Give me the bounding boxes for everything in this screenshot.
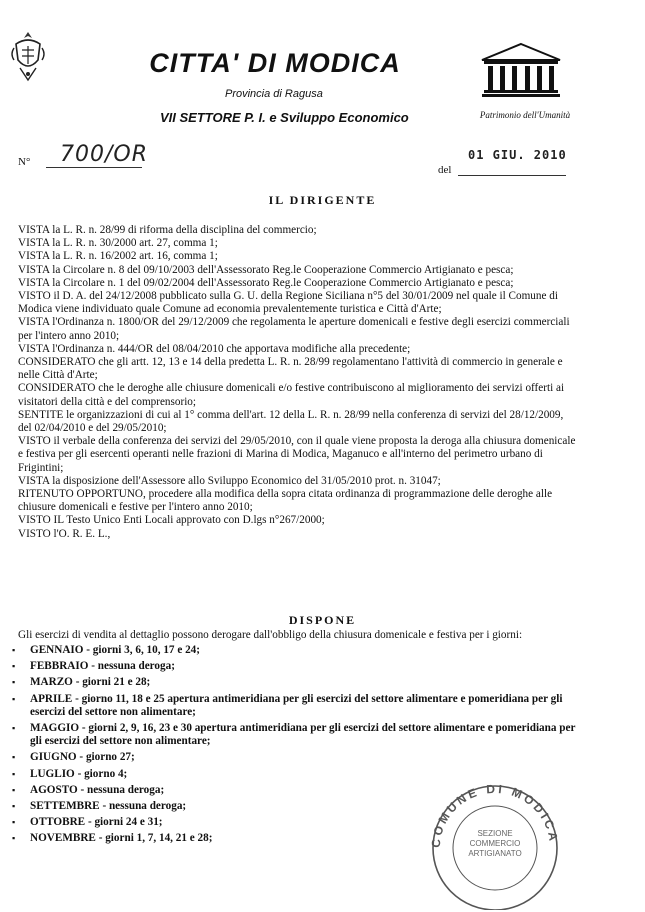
preamble-line: CONSIDERATO che gli artt. 12, 13 e 14 della predetta L. R. n. 28/99 regolamentano l'attività di commercio in generale e nelle Città d'Arte; [18,356,563,382]
seal-inner-word: COMMERCIO [469,839,521,848]
preamble-line: VISTO il verbale della conferenza dei servizi del 29/05/2010, con il quale viene proposta la deroga alla chiusura domenicale e festiva per gli esercenti operanti nelle frazioni di Marina di Modica, Maganuco e all'interno del perimetro urbano di Frigintini; [18,435,576,474]
preamble-line: VISTA l'Ordinanza n. 444/OR del 08/04/2010 che apportava modifiche alla precedente; [18,342,411,355]
number-underline [46,167,142,168]
month-name: MARZO [30,676,73,689]
number-label: N° [18,156,31,168]
preamble-line: SENTITE le organizzazioni di cui al 1° comma dell'art. 12 della L. R. n. 28/99 nella conferenza di servizi del 28/12/2009, del 02/04/2010 e del 29/05/2010; [18,408,564,435]
bullet-icon: ▪ [12,768,16,779]
section-heading-dirigente: IL DIRIGENTE [268,193,377,207]
month-detail: - giorni 24 e 31; [85,816,163,829]
preamble-line: VISTA l'Ordinanza n. 1800/OR del 29/12/2009 che regolamenta le aperture domenicali e festive degli esercizi commerciali per l'intero anno 2010; [18,316,570,342]
bullet-icon: ▪ [12,723,16,734]
bullet-icon: ▪ [12,661,16,672]
seal-ring-text: COMUNE DI MODICA [428,781,562,849]
preamble-line: VISTA la Circolare n. 8 del 09/10/2003 dell'Assessorato Reg.le Cooperazione Commercio Artigianato e pesca; [18,263,514,276]
preamble-line: VISTA la L. R. n. 28/99 di riforma della disciplina del commercio; [18,224,317,236]
bullet-icon: ▪ [12,801,16,812]
unesco-caption: Patrimonio dell'Umanità [479,110,571,120]
month-detail: - giorni 1, 7, 14, 21 e 28; [95,832,213,845]
preamble-line: VISTA la disposizione dell'Assessore allo Sviluppo Economico del 31/05/2010 prot. n. 31047; [18,474,441,487]
month-detail: - giorno 4; [74,767,128,780]
preamble-line: VISTA la L. R. n. 16/2002 art. 16, comma 1; [18,250,218,263]
date-underline [458,175,566,176]
month-item [10,751,580,764]
unesco-logo [480,42,562,98]
preamble-line: VISTO IL Testo Unico Enti Locali approvato con D.lgs n°267/2000; [18,514,325,527]
month-item [10,722,580,748]
month-name: FEBBRAIO [30,660,89,673]
bullet-icon: ▪ [12,833,16,844]
month-item [10,676,580,689]
month-detail: - giorni 3, 6, 10, 17 e 24; [83,644,200,656]
bullet-icon: ▪ [12,784,16,795]
dispone-intro: Gli esercizi di vendita al dettaglio possono derogare dall'obbligo della chiusura domenicale e festiva per i giorni: [18,629,523,641]
preamble-line: VISTA la L. R. n. 30/2000 art. 27, comma 1; [18,237,218,250]
month-detail: - nessuna deroga; [99,800,187,813]
month-detail: - nessuna deroga; [88,660,175,673]
month-name: AGOSTO [30,783,78,796]
month-name: MAGGIO [30,722,80,735]
preamble-line: VISTO il D. A. del 24/12/2008 pubblicato sulla G. U. della Regione Siciliana n°5 del 30/01/2009 nel quale il Comune di Modica viene individuato quale Comune ad economia prevalentemente turistica e Città d'Arte; [18,290,558,316]
section-heading-dispone: DISPONE [288,613,357,627]
month-detail: - giorni 21 e 28; [72,676,151,689]
month-detail: - giorno 27; [76,751,135,764]
date-label: del [438,164,452,176]
sector-label: VII SETTORE P. I. e Sviluppo Economico [160,110,409,125]
month-name: GIUGNO [30,751,77,764]
city-crest-icon [8,30,48,86]
bullet-icon: ▪ [12,693,16,704]
month-detail: - giorni 2, 9, 16, 23 e 30 apertura antimeridiana per gli esercizi del settore alimentare e pomeridiana per gli esercizi del settore non alimentare; [30,722,576,748]
preamble-line: RITENUTO OPPORTUNO, procedere alla modifica della sopra citata ordinanza di programmazione delle deroghe alle chiusure domenicali e festive per l'intero anno 2010; [18,488,553,514]
month-name: SETTEMBRE [30,800,100,813]
month-item [10,693,580,719]
month-name: LUGLIO [30,767,75,780]
month-name: GENNAIO [30,644,84,656]
seal-inner-word: ARTIGIANATO [468,849,522,858]
month-detail: - nessuna deroga; [77,783,165,796]
seal-inner-text [468,829,521,858]
preamble-line: VISTO l'O. R. E. L., [18,527,111,540]
bullet-icon: ▪ [12,817,16,828]
preamble-line: CONSIDERATO che le deroghe alle chiusure domenicali e/o festive contribuiscono al miglioramento dei servizi offerti ai visitatori della città e del comprensorio; [18,382,565,408]
document-number: 700/OR [60,142,149,167]
preamble-line: VISTA la Circolare n. 1 del 09/02/2004 dell'Assessorato Reg.le Cooperazione Commercio Artigianato e pesca; [18,276,514,289]
month-name: APRILE [30,692,73,705]
bullet-icon: ▪ [12,645,16,655]
preamble-text [18,224,578,541]
bullet-icon: ▪ [12,752,16,763]
month-item [10,660,580,673]
month-item [10,644,580,657]
month-detail: - giorno 11, 18 e 25 apertura antimeridiana per gli esercizi del settore alimentare e pomeridiana per gli esercizi del settore non alimentare; [30,692,563,718]
month-name: NOVEMBRE [30,832,96,845]
province-label: Provincia di Ragusa [225,88,323,100]
month-name: OTTOBRE [30,816,86,829]
official-seal [420,770,570,910]
city-title: CITTA' DI MODICA [149,48,401,78]
date-stamp: 01 GIU. 2010 [468,148,567,162]
bullet-icon: ▪ [12,677,16,688]
seal-inner-word: SEZIONE [477,829,513,838]
